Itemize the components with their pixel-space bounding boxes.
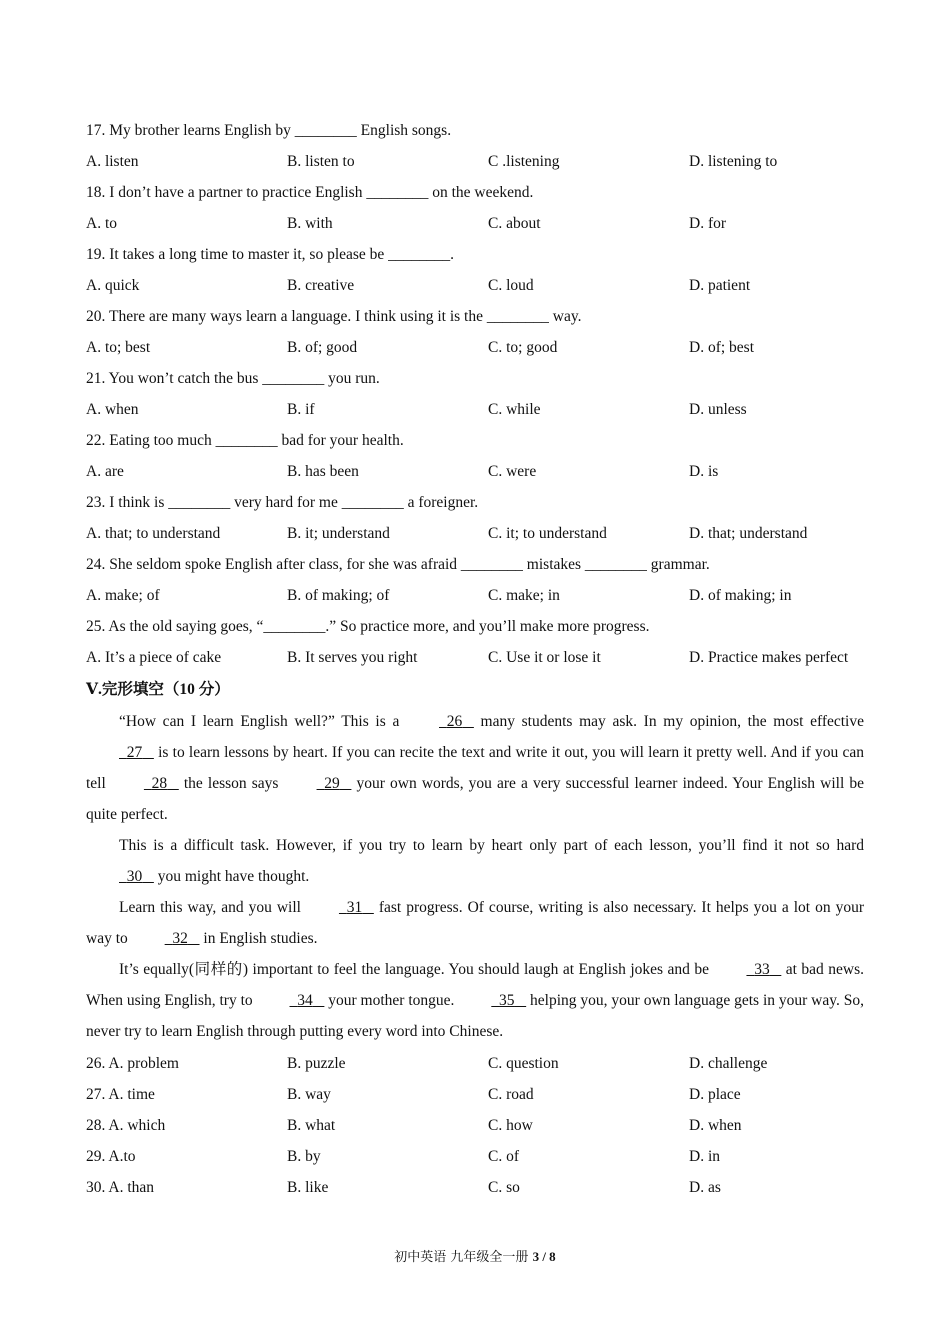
blank-27 <box>86 737 154 768</box>
blank-35 <box>458 985 526 1016</box>
option-b: B. creative <box>287 277 355 294</box>
cloze-27-options <box>86 1085 876 1105</box>
blank-number: 28 <box>151 775 168 792</box>
option-a: A. to <box>86 215 117 232</box>
paragraph-1 <box>86 706 864 830</box>
option-b: B. it; understand <box>287 525 390 542</box>
page-footer <box>0 1246 950 1265</box>
cloze-26-options <box>86 1054 876 1074</box>
blank-number: 32 <box>172 930 188 947</box>
text: “How can I learn English well?” This is a <box>119 713 406 730</box>
text: your mother tongue. <box>324 992 459 1009</box>
option-c: C. it; to understand <box>488 525 607 542</box>
option-c: C .listening <box>488 153 560 170</box>
blank-number: 26 <box>446 713 463 730</box>
text: the lesson says <box>178 775 284 792</box>
option-c: C. while <box>488 401 541 418</box>
question-21-stem: 21. You won’t catch the bus ________ you run. <box>86 370 380 387</box>
option-b: B. if <box>287 401 315 418</box>
question-20-stem: 20. There are many ways learn a language. I think using it is the ________ way. <box>86 308 582 325</box>
option-c: C. to; good <box>488 339 558 356</box>
option-b: B. It serves you right <box>287 649 418 666</box>
question-21-options <box>86 400 876 420</box>
option-d: D. challenge <box>689 1055 768 1072</box>
option-c: C. so <box>488 1179 520 1196</box>
blank-number: 33 <box>754 961 770 978</box>
text: Learn this way, and you will <box>119 899 306 916</box>
option-d: D. is <box>689 463 719 480</box>
option-d: D. unless <box>689 401 747 418</box>
option-d: D. patient <box>689 277 751 294</box>
option-a: 29. A.to <box>86 1148 136 1165</box>
option-c: C. loud <box>488 277 534 294</box>
text: in English studies. <box>199 930 318 947</box>
option-c: C. of <box>488 1148 519 1165</box>
option-b: B. puzzle <box>287 1055 346 1072</box>
option-d: D. as <box>689 1179 721 1196</box>
question-23-stem: 23. I think is ________ very hard for me ________ a foreigner. <box>86 494 479 511</box>
question-19-options <box>86 276 876 296</box>
text: This is a difficult task. However, if you try to learn by heart only part of each lesson, you’ll find it not so hard <box>119 837 864 854</box>
option-b: B. has been <box>287 463 359 480</box>
option-d: D. in <box>689 1148 720 1165</box>
option-b: B. with <box>287 215 333 232</box>
section-title-cloze: Ⅴ.完形填空（10 分） <box>86 681 230 698</box>
option-a: A. are <box>86 463 124 480</box>
text: at bad news. When using English, try to <box>86 961 864 1009</box>
question-24-options <box>86 586 876 606</box>
option-b: B. way <box>287 1086 331 1103</box>
blank-34 <box>257 985 325 1016</box>
option-c: C. about <box>488 215 541 232</box>
cloze-29-options <box>86 1147 876 1167</box>
option-d: D. for <box>689 215 727 232</box>
option-c: C. question <box>488 1055 559 1072</box>
text: is to learn lessons by heart. If you can recite the text and write it out, you will learn it pretty well. And if you can tell <box>86 744 864 792</box>
option-d: D. when <box>689 1117 742 1134</box>
option-d: D. of; best <box>689 339 755 356</box>
blank-number: 30 <box>126 868 143 885</box>
option-a: A. quick <box>86 277 140 294</box>
text: helping you, your own language gets in your way. So, never try to learn English through putting every word into Chinese. <box>86 992 864 1040</box>
cloze-28-options <box>86 1116 876 1136</box>
cloze-passage <box>86 706 864 1047</box>
option-a: A. listen <box>86 153 139 170</box>
option-a: 26. A. problem <box>86 1055 179 1072</box>
paragraph-4 <box>86 954 864 1047</box>
option-c: C. Use it or lose it <box>488 649 601 666</box>
blank-number: 34 <box>297 992 313 1009</box>
cloze-30-options <box>86 1178 876 1198</box>
blank-31 <box>306 892 374 923</box>
option-a: A. that; to understand <box>86 525 221 542</box>
option-d: D. place <box>689 1086 741 1103</box>
option-a: 30. A. than <box>86 1179 155 1196</box>
blank-number: 35 <box>499 992 515 1009</box>
option-d: D. listening to <box>689 153 778 170</box>
text: fast progress. Of course, writing is also necessary. It helps you a lot on your way to <box>86 899 864 947</box>
blank-number: 29 <box>324 775 340 792</box>
page-number: 3 / 8 <box>532 1249 556 1264</box>
option-d: D. that; understand <box>689 525 808 542</box>
option-a: A. It’s a piece of cake <box>86 649 222 666</box>
blank-30 <box>86 861 154 892</box>
option-b: B. of making; of <box>287 587 390 604</box>
question-19-stem: 19. It takes a long time to master it, so please be ________. <box>86 246 455 263</box>
question-22-options <box>86 462 876 482</box>
blank-number: 31 <box>346 899 363 916</box>
blank-32 <box>132 923 200 954</box>
option-a: A. make; of <box>86 587 160 604</box>
blank-26 <box>406 706 474 737</box>
blank-29 <box>284 768 352 799</box>
question-17-options <box>86 152 876 172</box>
option-d: D. Practice makes perfect <box>689 649 849 666</box>
option-b: B. of; good <box>287 339 358 356</box>
text: It’s equally(同样的) important to feel the language. You should laugh at English jokes and be <box>119 961 714 978</box>
paragraph-2 <box>86 830 864 892</box>
blank-number: 27 <box>126 744 143 761</box>
question-17-stem: 17. My brother learns English by ________ English songs. <box>86 122 452 139</box>
question-20-options <box>86 338 876 358</box>
question-24-stem: 24. She seldom spoke English after class, for she was afraid ________ mistakes ________ grammar. <box>86 556 710 573</box>
option-c: C. how <box>488 1117 533 1134</box>
option-c: C. were <box>488 463 537 480</box>
question-18-options <box>86 214 876 234</box>
footer-text: 初中英语 九年级全一册 <box>394 1250 533 1265</box>
blank-33 <box>713 954 781 985</box>
text: your own words, you are a very successful learner indeed. Your English will be quite perfect. <box>86 775 864 823</box>
option-b: B. what <box>287 1117 336 1134</box>
blank-28 <box>111 768 179 799</box>
option-a: A. when <box>86 401 139 418</box>
option-b: B. like <box>287 1179 329 1196</box>
question-25-stem: 25. As the old saying goes, “________.” So practice more, and you’ll make more progress. <box>86 618 650 635</box>
option-a: A. to; best <box>86 339 151 356</box>
option-a: 27. A. time <box>86 1086 155 1103</box>
option-c: C. make; in <box>488 587 560 604</box>
option-c: C. road <box>488 1086 534 1103</box>
option-a: 28. A. which <box>86 1117 166 1134</box>
paragraph-3 <box>86 892 864 954</box>
question-22-stem: 22. Eating too much ________ bad for your health. <box>86 432 404 449</box>
option-b: B. listen to <box>287 153 355 170</box>
question-18-stem: 18. I don’t have a partner to practice English ________ on the weekend. <box>86 184 534 201</box>
text: many students may ask. In my opinion, the most effective <box>473 713 864 730</box>
question-23-options <box>86 524 876 544</box>
option-d: D. of making; in <box>689 587 792 604</box>
option-b: B. by <box>287 1148 321 1165</box>
text: you might have thought. <box>153 868 310 885</box>
question-25-options <box>86 648 876 668</box>
